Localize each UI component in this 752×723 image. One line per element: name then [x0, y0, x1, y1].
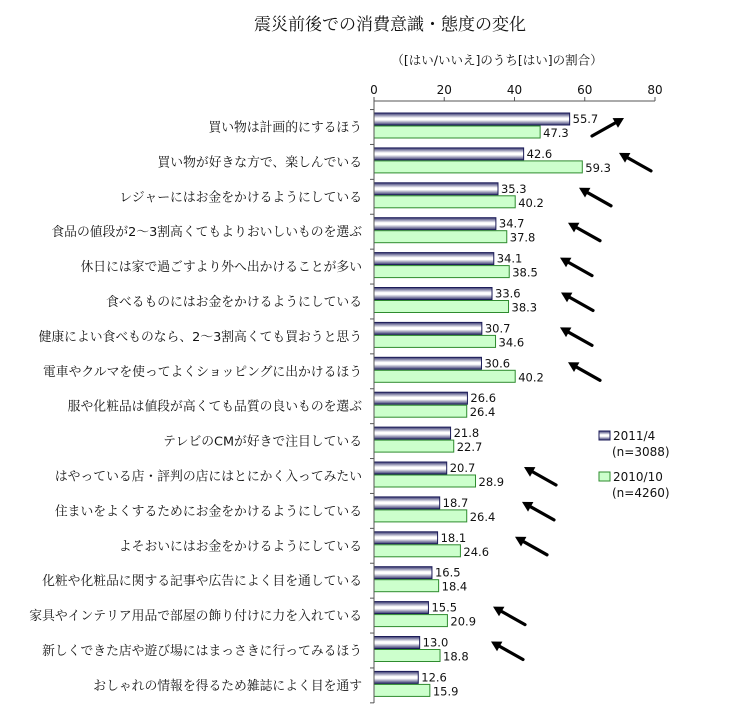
- bar-series-2011-4: [374, 671, 418, 683]
- bar-series-2011-4: [374, 497, 440, 509]
- bar-row: [43, 356, 544, 384]
- legend-sample-size: (n=3088): [612, 445, 670, 459]
- data-label: 34.7: [498, 216, 525, 231]
- category-label: よそおいにはお金をかけるようにしている: [118, 539, 362, 555]
- data-label: 13.0: [422, 635, 449, 650]
- data-label: 24.6: [463, 544, 490, 559]
- bar-row: [29, 601, 476, 629]
- category-label: おしゃれの情報を得るため雑誌によく目を通す: [93, 678, 362, 694]
- bar-row: [93, 670, 458, 698]
- category-label: 食品の値段が2～3割高くてもよりおいしいものを選ぶ: [51, 225, 362, 241]
- chart-subtitle: （[はい/いいえ]のうち[はい]の割合）: [391, 52, 603, 68]
- category-label: 健康によい食べものなら、2～3割高くても買おうと思う: [38, 329, 362, 345]
- category-label: 住まいをよくするためにお金をかけるようにしている: [54, 504, 362, 520]
- arrow-shaft: [531, 507, 554, 520]
- data-label: 33.6: [495, 286, 521, 301]
- bar-row: [80, 252, 537, 280]
- data-label: 15.9: [432, 684, 459, 699]
- data-label: 47.3: [543, 126, 569, 140]
- data-label: 20.7: [449, 461, 476, 475]
- up-left-arrow-icon: [568, 362, 600, 380]
- up-left-arrow-icon: [515, 537, 547, 555]
- bar-series-2011-4: [374, 532, 438, 544]
- arrow-shaft: [500, 646, 523, 659]
- legend-label: 2010/10: [613, 470, 663, 484]
- bar-row: [68, 391, 496, 419]
- data-label: 16.5: [434, 565, 461, 580]
- legend-sample-size: (n=4260): [612, 486, 670, 500]
- x-tick-label: 60: [577, 83, 593, 97]
- up-left-arrow-icon: [568, 223, 600, 241]
- bar-series-2011-4: [374, 392, 467, 404]
- data-label: 15.5: [431, 600, 458, 615]
- bar-series-2010-10: [374, 615, 447, 627]
- bar-series-2010-10: [374, 301, 509, 313]
- arrow-shaft: [569, 332, 592, 345]
- data-label: 38.3: [511, 300, 538, 315]
- bar-series-2011-4: [374, 288, 492, 300]
- bar-series-2010-10: [374, 440, 454, 452]
- bar-row: [106, 287, 537, 315]
- data-label: 22.7: [456, 440, 483, 455]
- data-label: 28.9: [478, 475, 505, 489]
- bar-row: [208, 112, 598, 140]
- category-label: テレビのCMが好きで注目している: [163, 434, 362, 450]
- bar-series-2010-10: [374, 405, 467, 417]
- bar-series-2011-4: [374, 567, 432, 579]
- bar-row: [158, 147, 611, 175]
- data-label: 35.3: [500, 181, 527, 196]
- data-label: 18.1: [440, 530, 467, 545]
- bar-row: [39, 321, 525, 349]
- bar-series-2011-4: [374, 357, 481, 369]
- arrow-shaft: [569, 263, 592, 276]
- bar-series-2011-4: [374, 218, 496, 230]
- plot-area: [29, 83, 662, 703]
- bar-series-2010-10: [374, 580, 439, 592]
- data-label: 42.6: [526, 146, 553, 161]
- category-label: 買い物は計画的にするほう: [208, 120, 362, 136]
- category-label: レジャーにはお金をかけるようにしている: [119, 190, 362, 206]
- x-tick-label: 0: [370, 83, 378, 97]
- bar-series-2011-4: [374, 322, 482, 334]
- arrow-shaft: [524, 542, 547, 555]
- data-label: 40.2: [518, 195, 544, 210]
- up-left-arrow-icon: [561, 293, 593, 311]
- data-label: 38.5: [512, 265, 538, 280]
- category-label: 食べるものにはお金をかけるようにしている: [106, 295, 362, 310]
- bar-series-2011-4: [374, 637, 420, 649]
- bar-series-2011-4: [374, 253, 494, 265]
- data-label: 26.4: [469, 509, 496, 524]
- up-left-arrow-icon: [522, 502, 554, 520]
- up-left-arrow-icon: [524, 467, 556, 485]
- arrow-shaft: [577, 367, 600, 380]
- up-left-arrow-icon: [579, 188, 611, 206]
- bar-series-2011-4: [374, 462, 447, 474]
- data-label: 26.4: [469, 405, 496, 420]
- data-label: 55.7: [572, 112, 599, 126]
- category-label: 電車やクルマを使ってよくショッピングに出かけるほう: [42, 364, 362, 380]
- legend-swatch: [599, 472, 610, 481]
- bar-series-2010-10: [374, 650, 440, 662]
- bar-series-2011-4: [374, 148, 524, 160]
- bar-series-2011-4: [374, 602, 428, 614]
- bar-series-2010-10: [374, 231, 507, 243]
- bar-series-2010-10: [374, 196, 515, 208]
- up-left-arrow-icon: [619, 153, 651, 171]
- bar-series-2010-10: [374, 266, 509, 278]
- data-label: 18.4: [441, 579, 468, 594]
- bar-row: [55, 496, 495, 524]
- bar-series-2011-4: [374, 427, 451, 439]
- bar-series-2010-10: [374, 161, 582, 173]
- data-label: 21.8: [453, 426, 480, 441]
- bar-series-2010-10: [374, 510, 467, 522]
- data-label: 12.6: [421, 670, 447, 685]
- legend-swatch: [599, 431, 610, 440]
- bar-row: [119, 182, 543, 210]
- arrow-shaft: [570, 297, 593, 310]
- data-label: 34.1: [496, 251, 523, 266]
- data-label: 34.6: [498, 335, 525, 350]
- bar-series-2010-10: [374, 475, 476, 487]
- category-label: 化粧や化粧品に関する記事や広告によく目を通している: [42, 574, 362, 590]
- x-tick-label: 80: [647, 83, 663, 97]
- arrow-shaft: [533, 472, 556, 485]
- data-label: 18.8: [443, 649, 469, 664]
- up-left-arrow-icon: [560, 327, 592, 345]
- bar-row: [42, 566, 467, 594]
- category-label: はやっている店・評判の店にはとにかく入ってみたい: [54, 469, 362, 485]
- legend: [599, 429, 670, 500]
- data-label: 37.8: [509, 230, 536, 245]
- up-left-arrow-icon: [560, 258, 592, 276]
- bar-row: [42, 636, 469, 664]
- legend-label: 2011/4: [613, 429, 656, 443]
- data-label: 18.7: [442, 495, 469, 510]
- up-left-arrow-icon: [493, 607, 525, 625]
- bar-row: [119, 531, 489, 559]
- chart-title: 震災前後での消費意識・態度の変化: [254, 15, 526, 35]
- arrow-shaft: [628, 158, 651, 171]
- data-label: 40.2: [518, 370, 544, 385]
- bar-row: [51, 217, 535, 245]
- arrow-shaft: [577, 228, 600, 241]
- bar-series-2011-4: [374, 113, 570, 125]
- category-label: 家具やインテリア用品で部屋の飾り付けに力を入れている: [29, 609, 362, 625]
- data-label: 26.6: [470, 391, 497, 406]
- arrow-shaft: [588, 193, 611, 206]
- bar-series-2011-4: [374, 183, 498, 195]
- x-tick-label: 20: [436, 83, 452, 97]
- arrow-shaft: [502, 612, 525, 625]
- category-label: 休日には家で過ごすより外へ出かけることが多い: [80, 260, 362, 276]
- bar-series-2010-10: [374, 370, 515, 382]
- bar-series-2010-10: [374, 335, 496, 347]
- up-left-arrow-icon: [491, 642, 523, 660]
- x-tick-label: 40: [506, 83, 523, 97]
- data-label: 30.6: [484, 356, 511, 371]
- category-label: 買い物が好きな方で、楽しんでいる: [157, 155, 362, 171]
- data-label: 20.9: [450, 614, 477, 629]
- bar-series-2010-10: [374, 684, 430, 696]
- bar-series-2010-10: [374, 545, 460, 557]
- data-label: 59.3: [585, 160, 611, 175]
- data-label: 30.7: [484, 321, 511, 336]
- category-label: 服や化粧品は値段が高くても品質の良いものを選ぶ: [67, 399, 362, 415]
- bar-row: [55, 461, 504, 489]
- bar-row: [163, 426, 482, 454]
- category-label: 新しくできた店や遊び場にはまっさきに行ってみるほう: [42, 644, 362, 659]
- bar-series-2010-10: [374, 126, 540, 138]
